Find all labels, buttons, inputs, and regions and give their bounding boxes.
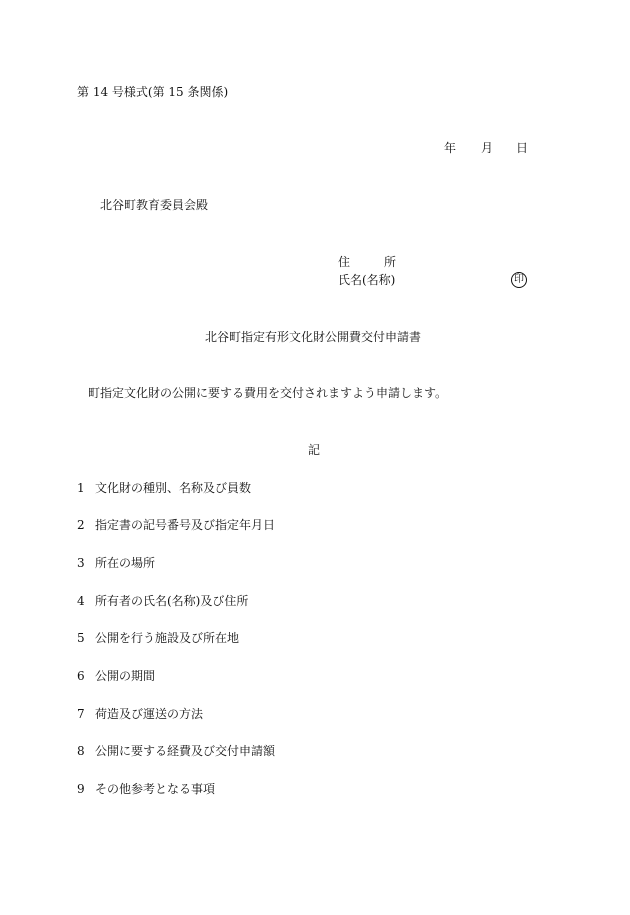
date-month-label: 月 xyxy=(481,141,494,155)
ki-heading: 記 xyxy=(308,443,321,457)
item-number: 6 xyxy=(77,669,85,683)
item-text: 荷造及び運送の方法 xyxy=(95,707,204,721)
date-year-label: 年 xyxy=(444,141,457,155)
item-number: 3 xyxy=(77,556,85,570)
item-number: 1 xyxy=(77,481,85,495)
address-label-first: 住 xyxy=(338,255,351,269)
seal-mark: 印 xyxy=(511,272,527,288)
item-text: 文化財の種別、名称及び員数 xyxy=(95,481,252,495)
document-title: 北谷町指定有形文化財公開費交付申請書 xyxy=(205,330,422,344)
item-number: 9 xyxy=(77,782,85,796)
item-number: 5 xyxy=(77,631,85,645)
item-text: 所有者の氏名(名称)及び住所 xyxy=(95,594,249,608)
item-number: 7 xyxy=(77,707,85,721)
item-text: 指定書の記号番号及び指定年月日 xyxy=(95,518,276,532)
item-number: 8 xyxy=(77,744,85,758)
addressee: 北谷町教育委員会殿 xyxy=(100,198,209,212)
name-label: 氏名(名称) xyxy=(338,273,396,287)
form-number: 第 14 号様式(第 15 条関係) xyxy=(77,85,229,99)
item-text: 公開に要する経費及び交付申請額 xyxy=(95,744,276,758)
item-number: 2 xyxy=(77,518,85,532)
item-text: 公開を行う施設及び所在地 xyxy=(95,631,240,645)
item-text: 所在の場所 xyxy=(95,556,156,570)
address-label-second: 所 xyxy=(384,255,397,269)
item-text: その他参考となる事項 xyxy=(95,782,216,796)
item-text: 公開の期間 xyxy=(95,669,156,683)
date-day-label: 日 xyxy=(516,141,529,155)
body-text: 町指定文化財の公開に要する費用を交付されますよう申請します。 xyxy=(88,386,448,400)
item-number: 4 xyxy=(77,594,85,608)
